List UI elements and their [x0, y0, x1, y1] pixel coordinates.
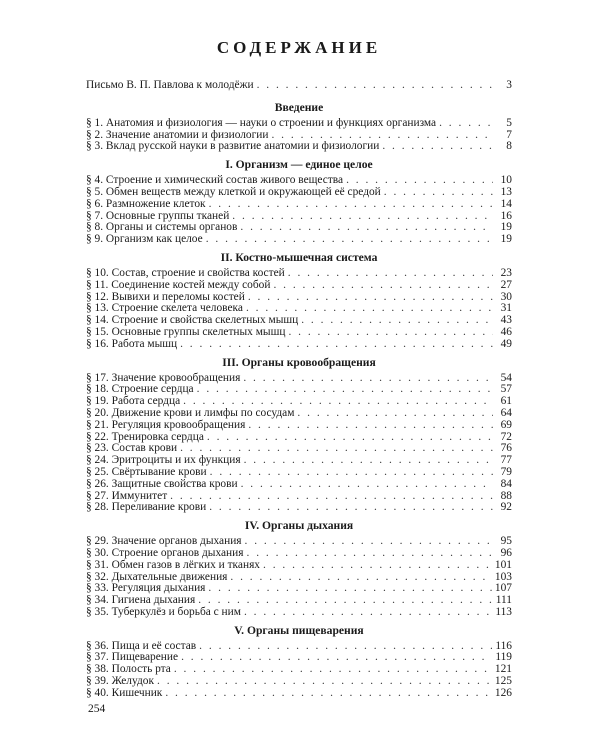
entry-label: Письмо В. П. Павлова к молодёжи [86, 79, 254, 91]
entry-label: § 12. Вывихи и переломы костей [86, 290, 245, 303]
entry-label: § 19. Работа сердца [86, 395, 181, 408]
entry-page: 10 [500, 174, 512, 187]
section-heading: Введение [274, 100, 324, 114]
entry-label: § 33. Регуляция дыхания [86, 582, 206, 595]
entry-label: § 9. Организм как целое [86, 233, 203, 246]
entry-page: 54 [500, 371, 512, 384]
toc-entry [86, 141, 512, 153]
leader-dots [198, 595, 493, 607]
entry-page: 46 [500, 325, 512, 338]
leader-dots [439, 118, 493, 130]
entry-label: § 26. Защитные свойства крови [86, 477, 238, 490]
leader-dots [209, 199, 493, 211]
entry-label: § 22. Тренировка сердца [86, 430, 204, 443]
toc-entry [86, 187, 512, 199]
entry-page: 14 [500, 197, 512, 210]
entry-label: § 27. Иммунитет [86, 489, 168, 502]
leader-dots [244, 455, 493, 467]
toc-sections [86, 101, 512, 700]
entry-label: § 11. Соединение костей между собой [86, 278, 271, 291]
page-number: 254 [88, 703, 106, 715]
entry-label: § 30. Строение органов дыхания [86, 546, 244, 559]
toc-entry [86, 199, 512, 211]
entry-page: 13 [500, 185, 512, 198]
leader-dots [230, 572, 492, 584]
entry-page: 7 [506, 128, 512, 141]
leader-dots [244, 607, 492, 619]
leader-dots [206, 234, 493, 246]
entry-label: § 13. Строение скелета человека [86, 302, 243, 315]
leader-dots [170, 491, 493, 503]
entry-page: 19 [500, 233, 512, 246]
entry-page: 126 [494, 686, 512, 699]
entry-page: 43 [500, 314, 512, 327]
entry-page: 79 [500, 465, 512, 478]
section-heading: III. Органы кровообращения [222, 355, 376, 369]
leader-dots [240, 222, 493, 234]
toc-entry [86, 479, 512, 491]
entry-label: § 39. Желудок [86, 675, 154, 688]
entry-page: 101 [494, 558, 512, 571]
entry-page: 19 [500, 221, 512, 234]
entry-page: 30 [500, 290, 512, 303]
leader-dots [210, 467, 493, 479]
toc-entry [86, 327, 512, 339]
entry-label: § 2. Значение анатомии и физиологии [86, 128, 269, 141]
entry-page: 16 [500, 209, 512, 222]
entry-page: 31 [500, 302, 512, 315]
leader-dots [199, 641, 492, 653]
entry-label: § 6. Размножение клеток [86, 197, 206, 210]
leader-dots [247, 548, 494, 560]
entry-label: § 10. Состав, строение и свойства костей [86, 266, 285, 279]
entry-label: § 23. Состав крови [86, 442, 178, 455]
entry-label: § 36. Пища и её состав [86, 639, 197, 652]
entry-label: § 8. Органы и системы органов [86, 221, 238, 234]
section-heading: I. Организм — единое целое [225, 158, 373, 172]
entry-page: 23 [500, 266, 512, 279]
leader-dots [165, 688, 492, 700]
leader-dots [248, 420, 493, 432]
leader-dots [209, 502, 493, 514]
section-heading: IV. Органы дыхания [244, 519, 354, 533]
entry-page: 49 [500, 337, 512, 350]
entry-page: 72 [500, 430, 512, 443]
toc-entry [86, 467, 512, 479]
entry-page: 95 [500, 535, 512, 548]
leader-dots [207, 432, 493, 444]
toc-entry [86, 502, 512, 514]
entry-page: 121 [494, 663, 512, 676]
leader-dots [241, 479, 493, 491]
leader-dots [180, 339, 493, 351]
leader-dots [181, 652, 492, 664]
entry-page: 107 [494, 582, 512, 595]
toc-entry [86, 607, 512, 619]
entry-label: § 28. Переливание крови [86, 501, 207, 514]
entry-label: § 29. Значение органов дыхания [86, 535, 242, 548]
entry-label: § 18. Строение сердца [86, 383, 194, 396]
entry-page: 103 [494, 570, 512, 583]
entry-page: 84 [500, 477, 512, 490]
leader-dots [273, 280, 493, 292]
entry-page: 111 [495, 594, 512, 607]
entry-label: § 14. Строение и свойства скелетных мышц [86, 314, 299, 327]
page-title: СОДЕРЖАНИЕ [216, 38, 382, 57]
entry-label: § 40. Кишечник [86, 686, 163, 699]
entry-label: § 16. Работа мышц [86, 337, 178, 350]
toc-entry [86, 688, 512, 700]
entry-page: 116 [495, 639, 512, 652]
entry-page: 88 [500, 489, 512, 502]
entry-page: 57 [500, 383, 512, 396]
leader-dots [384, 187, 493, 199]
entry-label: § 38. Полость рта [86, 663, 171, 676]
entry-page: 76 [500, 442, 512, 455]
leader-dots [232, 211, 493, 223]
entry-label: § 1. Анатомия и физиология — науки о строении и функциях организма [86, 116, 437, 129]
leader-dots [288, 268, 493, 280]
toc-entry-intro [86, 80, 512, 92]
entry-page: 113 [495, 605, 512, 618]
entry-label: § 37. Пищеварение [86, 651, 179, 664]
entry-label: § 3. Вклад русской науки в развитие анатомии и физиологии [86, 140, 380, 153]
toc-entry [86, 339, 512, 351]
entry-page: 125 [494, 675, 512, 688]
leader-dots [245, 536, 493, 548]
toc-entry [86, 118, 512, 130]
entry-label: § 15. Основные группы скелетных мышц [86, 325, 286, 338]
entry-label: § 5. Обмен веществ между клеткой и окружающей её средой [86, 185, 381, 198]
entry-label: § 25. Свёртывание крови [86, 465, 207, 478]
toc-entry [86, 420, 512, 432]
entry-page: 8 [506, 140, 512, 153]
leader-dots [288, 327, 493, 339]
section-heading: II. Костно-мышечная система [220, 250, 378, 264]
entry-page: 96 [500, 546, 512, 559]
leader-dots [263, 560, 492, 572]
entry-page: 3 [506, 79, 512, 91]
leader-dots [157, 676, 492, 688]
entry-label: § 17. Значение кровообращения [86, 371, 241, 384]
leader-dots [197, 384, 493, 396]
toc-entry [86, 268, 512, 280]
entry-label: § 35. Туберкулёз и борьба с ним [86, 605, 241, 618]
entry-label: § 7. Основные группы тканей [86, 209, 230, 222]
entry-label: § 20. Движение крови и лимфы по сосудам [86, 406, 295, 419]
entry-label: § 34. Гигиена дыхания [86, 594, 196, 607]
toc-entry [86, 234, 512, 246]
toc-entry [86, 408, 512, 420]
leader-dots [257, 80, 493, 92]
entry-label: § 31. Обмен газов в лёгких и тканях [86, 558, 261, 571]
toc-entry [86, 548, 512, 560]
entry-label: § 4. Строение и химический состав живого вещества [86, 174, 344, 187]
entry-label: § 21. Регуляция кровообращения [86, 418, 246, 431]
leader-dots [382, 141, 493, 153]
section-heading: V. Органы пищеварения [234, 623, 364, 637]
entry-page: 64 [500, 406, 512, 419]
entry-page: 92 [500, 501, 512, 514]
toc-entry [86, 280, 512, 292]
entry-page: 61 [500, 395, 512, 408]
leader-dots [248, 292, 493, 304]
entry-page: 77 [500, 454, 512, 467]
entry-page: 69 [500, 418, 512, 431]
entry-page: 27 [500, 278, 512, 291]
entry-page: 119 [495, 651, 512, 664]
entry-label: § 32. Дыхательные движения [86, 570, 228, 583]
toc-entry [86, 560, 512, 572]
entry-label: § 24. Эритроциты и их функция [86, 454, 241, 467]
leader-dots [301, 315, 493, 327]
entry-page: 5 [506, 116, 512, 129]
leader-dots [243, 373, 493, 385]
leader-dots [174, 664, 492, 676]
leader-dots [297, 408, 493, 420]
leader-dots [208, 583, 491, 595]
